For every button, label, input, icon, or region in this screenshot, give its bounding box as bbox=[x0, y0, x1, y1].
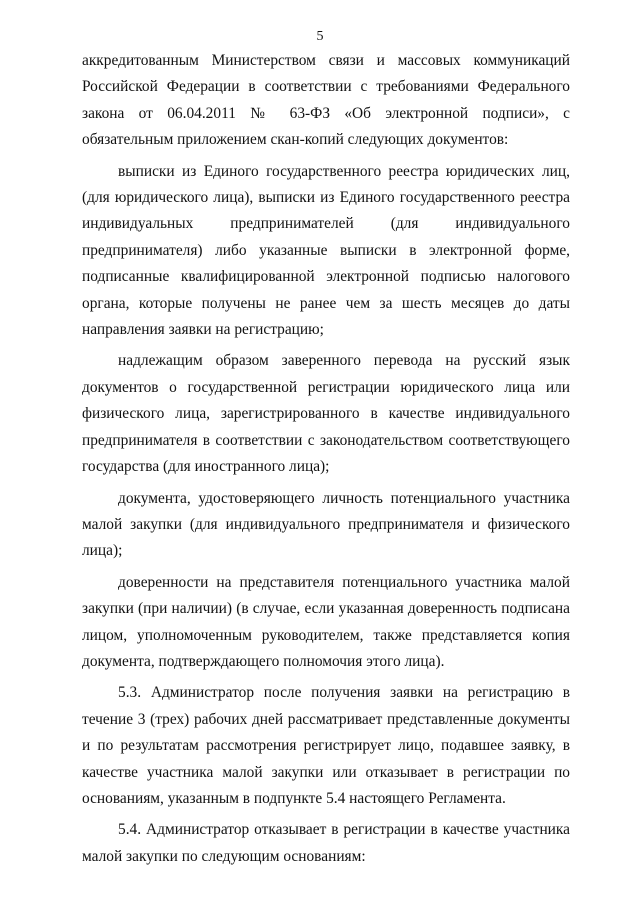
paragraph-power-of-attorney: доверенности на представителя потенциального участника малой закупки (при наличии) (в случае, если указанная доверенность подписана лицом, уполномоченным руководителем, также представляется копия документа, подтверждающего полномочия этого лица). bbox=[82, 573, 570, 670]
paragraph-registry-extracts: выписки из Единого государственного реестра юридических лиц, (для юридического лица), выписки из Единого государственного реестра индивидуальных предпринимателей (для индивидуального предпринимателя) либо указанные выписки в электронной форме, подписанные квалифицированной электронной подписью налогового органа, которые получены не ранее чем за шесть месяцев до даты направления заявки на регистрацию; bbox=[82, 162, 570, 339]
paragraph-translation: надлежащим образом заверенного перевода на русский язык документов о государственной регистрации юридического лица или физического лица, зарегистрированного в качестве индивидуального предпринимателя в соответствии с законодательством соответствующего государства (для иностранного лица); bbox=[82, 352, 570, 476]
paragraph-identity-document: документа, удостоверяющего личность потенциального участника малой закупки (для индивидуального предпринимателя и физического лица); bbox=[82, 489, 570, 560]
paragraph-intro: аккредитованным Министерством связи и массовых коммуникаций Российской Федерации в соответствии с требованиями Федерального закона от 06.04.2011 № 63-ФЗ «Об электронной подписи», с обязательным приложением скан-копий следующих документов: bbox=[82, 52, 570, 149]
paragraph-5-4: 5.4. Администратор отказывает в регистрации в качестве участника малой закупки по следующим основаниям: bbox=[82, 821, 570, 865]
document-body bbox=[82, 48, 570, 870]
paragraph-5-3: 5.3. Администратор после получения заявки на регистрацию в течение 3 (трех) рабочих дней рассматривает представленные документы и по результатам рассмотрения регистрирует лицо, подавшее заявку, в качестве участника малой закупки или отказывает в регистрации по основаниям, указанным в подпункте 5.4 настоящего Регламента. bbox=[82, 684, 570, 807]
page-number: 5 bbox=[316, 29, 324, 44]
